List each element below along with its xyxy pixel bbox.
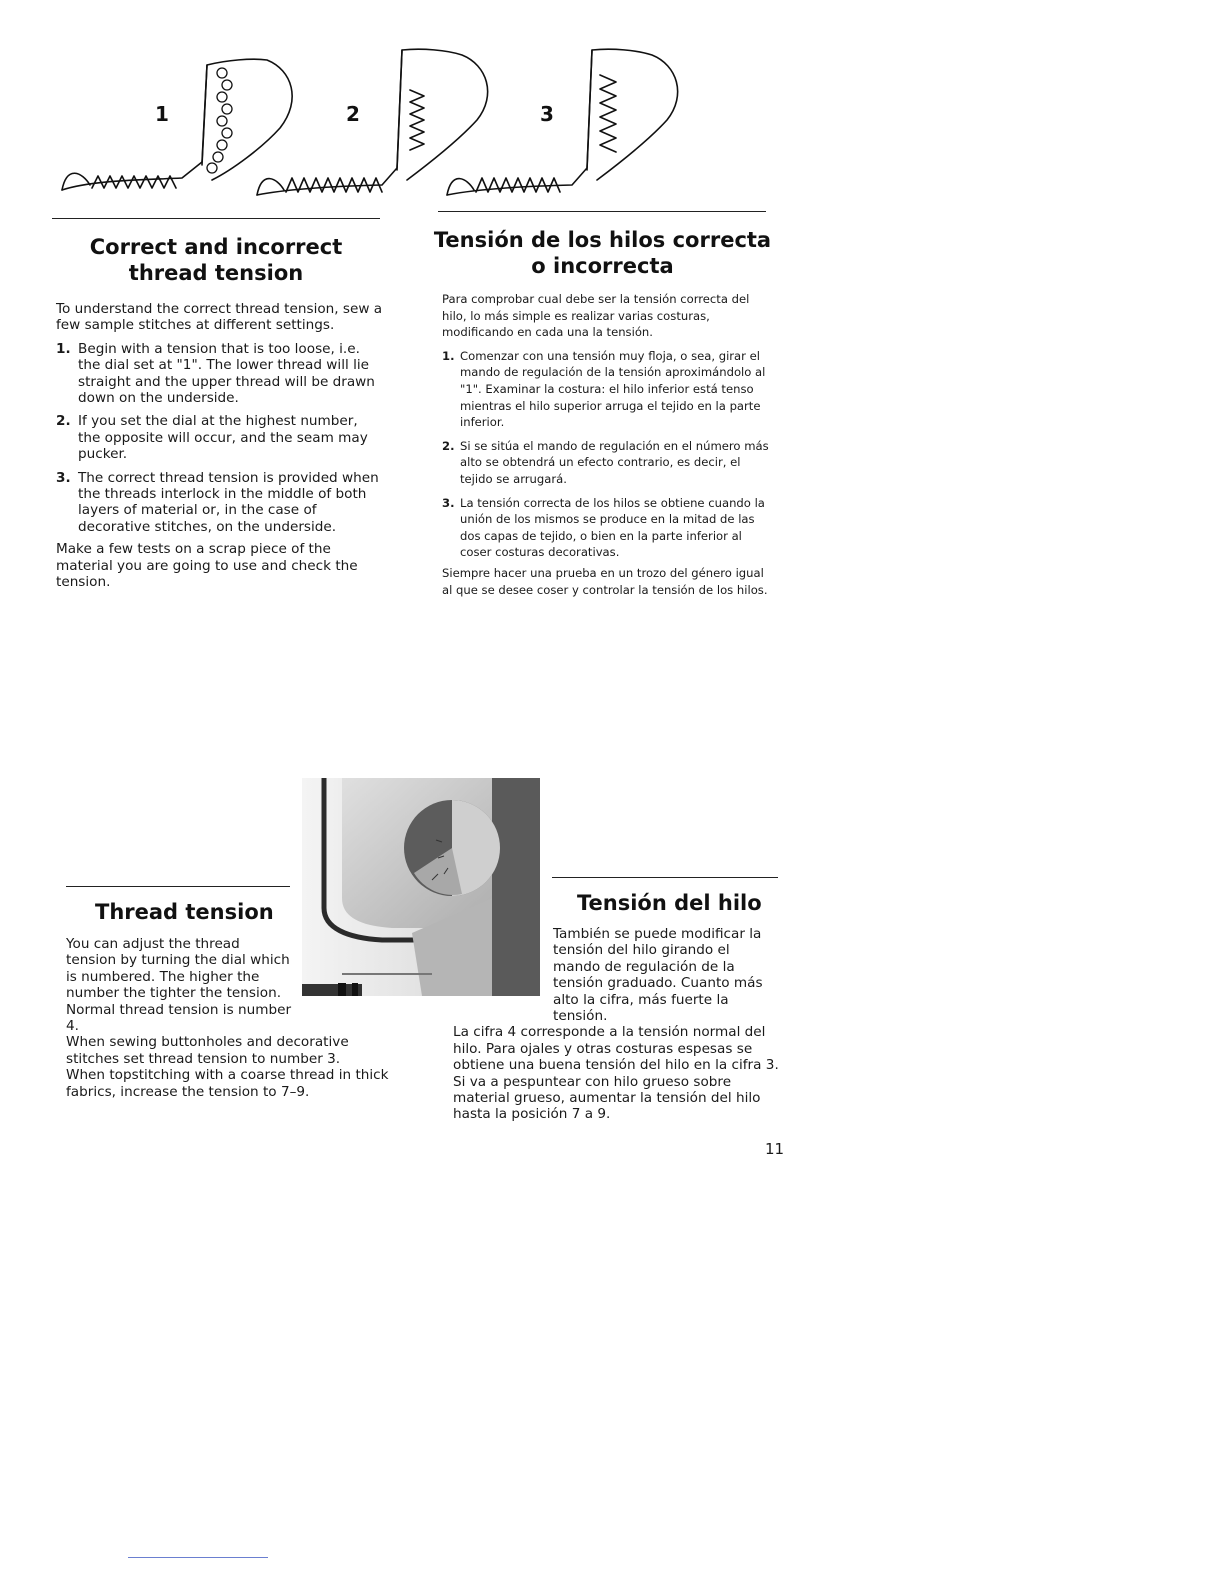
item-text: Begin with a tension that is too loose, i.e. the dial set at "1". The lower thread will lie straight and the upper thread will be drawn down on the underside.: [78, 340, 375, 407]
item-number: 1.: [442, 348, 455, 363]
item-number: 1.: [56, 340, 71, 357]
figure-label-1: 1: [155, 102, 169, 126]
title-line-1: Tensión de los hilos correcta: [433, 228, 772, 252]
paragraph-1: También se puede modificar la tensión del hilo girando el mando de regulación de la tensión graduado. Cuanto más alto la cifra, más fuerte la tensión.: [553, 926, 763, 1025]
title-line-1: Correct and incorrect: [89, 235, 343, 259]
item-text: Comenzar con una tensión muy floja, o sea, girar el mando de regulación de la tensión aproximándolo al "1". Examinar la costura: el hilo inferior está tenso mientras el hilo superior arruga el tejido en la parte inferior.: [460, 348, 766, 430]
paragraph-3: When topstitching with a coarse thread in thick fabrics, increase the tension to 7–9.: [66, 1067, 389, 1100]
divider: [438, 211, 766, 212]
item-text: If you set the dial at the highest number, the opposite will occur, and the seam may pucker.: [78, 413, 368, 463]
list-item: [56, 413, 384, 462]
divider: [52, 218, 380, 219]
list-item: [56, 341, 384, 407]
item-number: 2.: [442, 438, 455, 453]
page-number: 11: [765, 1140, 785, 1158]
fabric-samples-drawing: [52, 40, 692, 215]
list-item: [442, 495, 772, 561]
item-number: 2.: [56, 413, 71, 430]
intro-paragraph: To understand the correct thread tension, sew a few sample stitches at different settings.: [56, 301, 383, 334]
item-text: La tensión correcta de los hilos se obtiene cuando la unión de los mismos se produce en la mitad de las dos capas de tejido, o bien en la parte inferior al coser costuras decorativas.: [460, 495, 765, 560]
item-text: The correct thread tension is provided when the threads interlock in the middle of both layers of material or, in the case of decorative stitches, on the underside.: [78, 469, 379, 535]
footer-line: [128, 1557, 268, 1558]
figure-label-2: 2: [346, 102, 360, 126]
section-title-en: [52, 234, 380, 286]
list-item: [442, 438, 772, 488]
divider: [66, 886, 290, 887]
list-item: [56, 470, 384, 536]
section-title-tension-del-hilo: Tensión del hilo: [577, 891, 762, 915]
title-line-2: o incorrecta: [531, 254, 674, 278]
section-body-tension-del-hilo: [453, 926, 781, 1123]
thread-tension-illustration: [52, 40, 692, 215]
section-title-thread-tension: Thread tension: [95, 900, 274, 924]
divider: [552, 877, 778, 878]
paragraph-1: You can adjust the thread tension by turning the dial which is numbered. The higher the number the tighter the tension. Normal thread tension is number 4.: [66, 936, 292, 1035]
closing-paragraph: Siempre hacer una prueba en un trozo del género igual al que se desee coser y controlar la tensión de los hilos.: [442, 565, 768, 597]
paragraph-2: When sewing buttonholes and decorative stitches set thread tension to number 3.: [66, 1034, 349, 1067]
section-body-en: [56, 301, 384, 591]
section-title-es: [430, 227, 775, 279]
paragraph-2: La cifra 4 corresponde a la tensión normal del hilo. Para ojales y otras costuras espesas se obtiene una buena tensión del hilo en la cifra 3. Si va a pespuntear con hilo grueso sobre material grueso, aumentar la tensión del hilo hasta la posición 7 a 9.: [453, 1024, 779, 1123]
figure-label-3: 3: [540, 102, 554, 126]
intro-paragraph: Para comprobar cual debe ser la tensión correcta del hilo, lo más simple es realizar varias costuras, modificando en cada una la tensión.: [442, 292, 750, 340]
section-body-es: [442, 291, 772, 598]
item-number: 3.: [56, 469, 71, 486]
section-body-thread-tension: [66, 936, 396, 1100]
item-number: 3.: [442, 495, 455, 510]
list-item: [442, 348, 772, 431]
title-line-2: thread tension: [128, 261, 304, 285]
item-text: Si se sitúa el mando de regulación en el número más alto se obtendrá un efecto contrario, es decir, el tejido se arrugará.: [460, 438, 769, 486]
closing-paragraph: Make a few tests on a scrap piece of the material you are going to use and check the tension.: [56, 541, 358, 591]
